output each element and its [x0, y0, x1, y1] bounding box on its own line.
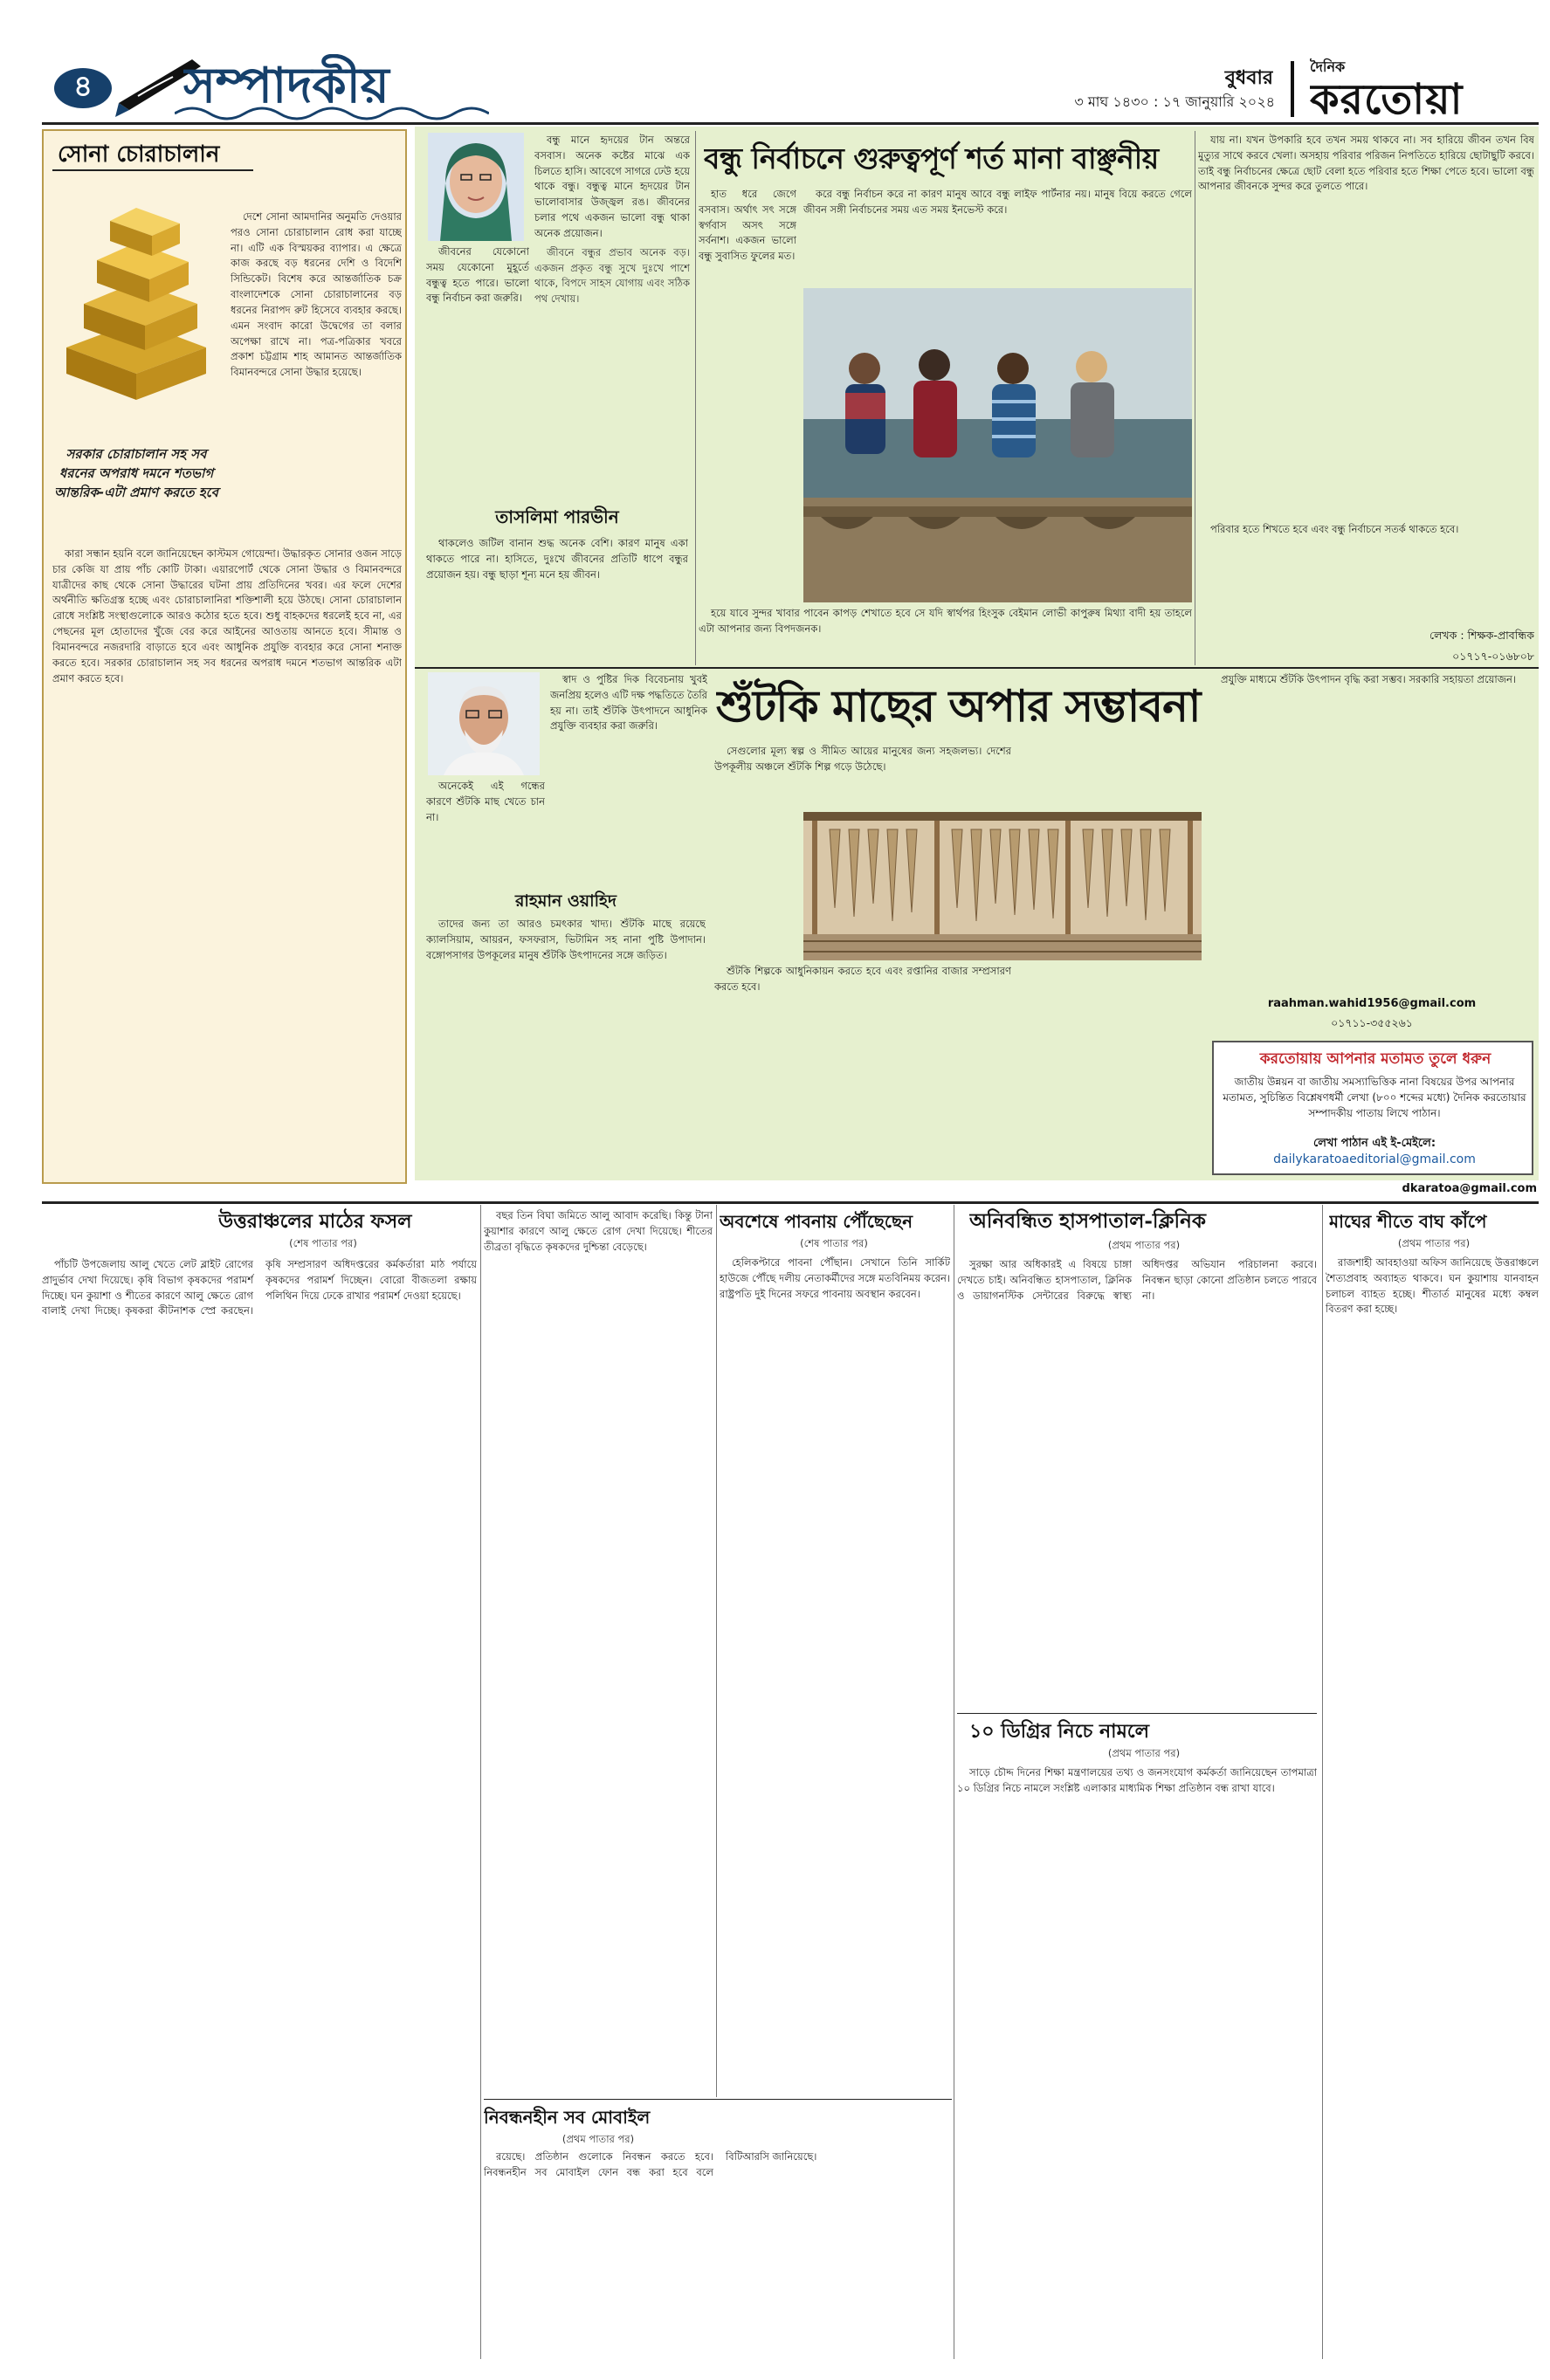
opinion-title: করতোয়ায় আপনার মতামত তুলে ধরুন	[1259, 1050, 1491, 1068]
author-phone: ০১৭১৭-০১৬৮০৮	[1452, 650, 1534, 663]
dried-fish-photo	[803, 812, 1202, 960]
news-headline: উত্তরাঞ্চলের মাঠের ফসল	[218, 1210, 412, 1233]
column-divider	[716, 1205, 717, 2097]
author-name: তাসলিমা পারভীন	[495, 506, 619, 527]
article-paragraph: পরিবার হতে শিখতে হবে এবং বন্ধু নির্বাচনে সতর্ক থাকতে হবে।	[1210, 523, 1459, 535]
news-continuation-note: (শেষ পাতার পর)	[800, 1237, 868, 1249]
news-body	[957, 1765, 1317, 2359]
editorial-paragraph: দেশে সোনা আমদানির অনুমতি দেওয়ার পরও সোনা চোরাচালান রোধ করা যাচ্ছে না। এটি এক বিস্ময়কর ব্যাপার। এ ক্ষেত্রে কাজ করছে বড় ধরনের দেশি ও বিদেশি সিন্ডিকেট। বিশেষ করে আন্তর্জাতিক চক্র বাংলাদেশকে সোনা চোরাচালানের বড় ধরনের নিরাপদ রুট হিসেবে ব্যবহার করছে। এমন সংবাদ কারো উদ্বেগের তা বলার অপেক্ষা রাখে না। পত্র-পত্রিকার খবরে প্রকাশ চট্টগ্রাম শাহ আমানত আন্তর্জাতিক বিমানবন্দরে সোনা উদ্ধার হয়েছে।	[231, 210, 402, 379]
article-paragraph: স্বাদ ও পুষ্টির দিক বিবেচনায় খুবই জনপ্রিয় হলেও এটি দক্ষ পদ্ধতিতে তৈরি হয় না। তাই শুঁটকি উৎপাদনে আধুনিক প্রযুক্তি ব্যবহার করা জরুরি।	[550, 673, 707, 733]
column-divider	[480, 1205, 481, 2359]
newspaper-email: dkaratoa@gmail.com	[1402, 1182, 1537, 1195]
article-column	[426, 779, 545, 882]
gold-bars-image	[49, 173, 224, 444]
article-headline: বন্ধু নির্বাচনে গুরুত্বপূর্ণ শর্ত মানা বাঞ্ছনীয়	[704, 141, 1159, 175]
article-paragraph: শুঁটকি শিল্পকে আধুনিকায়ন করতে হবে এবং রপ্তানির বাজার সম্প্রসারণ করতে হবে।	[714, 965, 1011, 993]
article-column	[426, 244, 529, 499]
article-paragraph: হয়ে যাবে সুন্দর খাবার পাবেন কাপড় শেখাতে হবে সে যদি স্বার্থপর হিংসুক বেইমান লোভী কাপুরুষ মিথ্যা বাদী হয় তাহলে এটা আপনার জন্য বিপদজনক।	[699, 607, 1192, 635]
news-continuation-note: (প্রথম পাতার পর)	[1397, 1237, 1471, 1249]
article-column	[1209, 672, 1535, 995]
article-column	[699, 606, 1192, 667]
masthead	[0, 0, 1550, 124]
section-divider	[42, 1201, 1539, 1204]
news-body	[484, 2150, 955, 2359]
news-continuation-note: (প্রথম পাতার পর)	[561, 2133, 635, 2145]
author-photo	[428, 133, 524, 241]
article-column	[534, 133, 690, 499]
opinion-email-link[interactable]: dailykaratoaeditorial@gmail.com	[1273, 1152, 1476, 1166]
news-body	[1326, 1255, 1539, 2359]
section-title: সম্পাদকীয়	[183, 57, 389, 114]
editorial-body-bottom	[52, 547, 402, 1179]
news-paragraph: সুরক্ষা আর অধিকারই এ বিষয়ে চাঙ্গা দেখতে চাই। অনিবন্ধিত হাসপাতাল, ক্লিনিক ও ডায়াগনস্টিক সেন্টারের বিরুদ্ধে স্বাস্থ্য অধিদপ্তর অভিযান পরিচালনা করবে। নিবন্ধন ছাড়া কোনো প্রতিষ্ঠান চলতে পারবে না।	[957, 1258, 1317, 1302]
article-column	[550, 672, 707, 882]
article-paragraph: বন্ধু মানে হৃদয়ের টান অন্তরে বসবাস। অনেক কষ্টের মাঝে এক চিলতে হাসি। আবেগে সাগরে ঢেউ হয়ে থাকে বন্ধু। বন্ধুত্ব মানে হৃদয়ের টান ভালোবাসার উজ্জ্বল রঙ। জীবনের চলার পথে একজন ভালো বন্ধু থাকা অনেক প্রয়োজন।	[534, 134, 690, 239]
news-paragraph: রাজশাহী আবহাওয়া অফিস জানিয়েছে উত্তরাঞ্চলে শৈত্যপ্রবাহ অব্যাহত থাকবে। ঘন কুয়াশায় যানবাহন চলাচল ব্যাহত হচ্ছে। শীতার্ত মানুষের মধ্যে কম্বল বিতরণ করা হচ্ছে।	[1326, 1256, 1539, 1316]
news-paragraph: রয়েছে। প্রতিষ্ঠান গুলোকে নিবন্ধন করতে হবে। নিবন্ধনহীন সব মোবাইল ফোন বন্ধ করা হবে বলে বিটিআরসি জানিয়েছে।	[484, 2150, 817, 2178]
article-paragraph: করে বন্ধু নির্বাচন করে না কারণ মানুষ আবে বন্ধু লাইফ পার্টনার নয়। মানুষ বিয়ে করতে গেলে জীবন সঙ্গী নির্বাচনের সময় এত সময় ইনভেস্ট করে।	[803, 188, 1192, 216]
news-paragraph: হেলিকপ্টারে পাবনা পৌঁছান। সেখানে তিনি সার্কিট হাউজে পৌঁছে দলীয় নেতাকর্মীদের সঙ্গে মতবিনিময় করেন। রাষ্ট্রপতি দুই দিনের সফরে পাবনায় অবস্থান করবেন।	[720, 1256, 950, 1300]
opinion-body: জাতীয় উন্নয়ন বা জাতীয় সমস্যাভিত্তিক নানা বিষয়ের উপর আপনার মতামত, সুচিন্তিত বিশ্লেষণধর্মী লেখা (৮০০ শব্দের মধ্যে) দৈনিক করতোয়ার সম্পাদকীয় পাতায় লিখে পাঠান।	[1223, 1076, 1526, 1119]
article-paragraph: প্রযুক্তি মাধ্যমে শুঁটকি উৎপাদন বৃদ্ধি করা সম্ভব। সরকারি সহায়তা প্রয়োজন।	[1221, 673, 1516, 685]
news-headline: মাঘের শীতে বাঘ কাঁপে	[1329, 1211, 1487, 1232]
article-paragraph: থাকলেও জটিল বানান শুদ্ধ অনেক বেশি। কারণ মানুষ একা থাকতে পারে না। হাসিতে, দুঃখে জীবনের প্রতিটি ধাপে বন্ধুর প্রয়োজন হয়। বন্ধু ছাড়া শূন্য মনে হয় জীবন।	[426, 537, 688, 581]
masthead-rule	[42, 122, 1539, 125]
news-headline: অবশেষে পাবনায় পৌঁছেছেন	[720, 1211, 913, 1232]
opinion-submission-box	[1212, 1041, 1533, 1175]
news-headline: অনিবন্ধিত হাসপাতাল-ক্লিনিক	[969, 1209, 1206, 1233]
article-divider	[415, 667, 1539, 669]
page-number: ৪	[54, 68, 112, 108]
author-name: রাহমান ওয়াহিদ	[514, 891, 617, 911]
news-paragraph: সাড়ে চৌদ্দ দিনের শিক্ষা মন্ত্রণালয়ের তথ্য ও জনসংযোগ কর্মকর্তা জানিয়েছেন তাপমাত্রা ১০ ডিগ্রির নিচে নামলে সংশ্লিষ্ট এলাকার মাধ্যমিক শিক্ষা প্রতিষ্ঠান বন্ধ রাখা যাবে।	[957, 1766, 1317, 1794]
weekday: বুধবার	[1224, 67, 1273, 89]
article-column	[426, 536, 688, 667]
editorial-title: সোনা চোরাচালান	[58, 141, 220, 166]
editorial-gold-smuggling	[42, 129, 407, 1184]
article-paragraph-continued: জীবনে বন্ধুর প্রভাব অনেক বড়। একজন প্রকৃত বন্ধু সুখে দুঃখে পাশে থাকে, বিপদে সাহস যোগায় এবং সঠিক পথ দেখায়।	[534, 245, 690, 306]
logo-small-text: দৈনিক	[1310, 58, 1346, 75]
opinion-send-label: লেখা পাঠান এই ই-মেইলে:	[1312, 1137, 1436, 1150]
news-continuation-note: (প্রথম পাতার পর)	[1107, 1747, 1181, 1759]
article-paragraph: হাত ধরে জেগে বসবাস। অর্থাৎ সৎ সঙ্গে স্বর্গবাস অসৎ সঙ্গে সর্বনাশ। একজন ভালো বন্ধু সুবাসিত ফুলের মত।	[699, 188, 796, 263]
newspaper-logo: করতোয়া	[1310, 75, 1464, 120]
news-continuation-note: (প্রথম পাতার পর)	[1107, 1239, 1181, 1251]
article-paragraph: যায় না। যখন উপকারি হবে তখন সময় থাকবে না। সব হারিয়ে জীবন তখন বিষ মুত্যুর সাথে করবে খেলা। অসহায় পরিবার পরিজন নিপতিতে হারিয়ে ছোটাছুটি করবে। তাই বন্ধু নির্বাচনের ক্ষেত্রে ছোট বেলা হতে পরিবার হতে শিক্ষা পেতে হবে। ভালো বন্ধু আপনার জীবনকে সুন্দর করে তুলতে পারে।	[1198, 134, 1534, 193]
news-headline: নিবন্ধনহীন সব মোবাইল	[484, 2107, 651, 2128]
column-divider	[695, 131, 696, 665]
column-divider	[1322, 1205, 1323, 2359]
article-column	[426, 917, 706, 1175]
article-column	[1198, 522, 1534, 627]
masthead-divider	[1291, 61, 1294, 117]
article-column	[699, 187, 796, 641]
news-continuation-note: (শেষ পাতার পর)	[289, 1237, 357, 1249]
issue-date: ৩ মাঘ ১৪৩০ : ১৭ জানুয়ারি ২০২৪	[1074, 93, 1275, 110]
news-paragraph: পাঁচটি উপজেলায় আলু খেতে লেট ব্লাইট রোগের প্রাদুর্ভাব দেখা দিয়েছে। কৃষি বিভাগ কৃষকদের পরামর্শ দিচ্ছে। ঘন কুয়াশা ও শীতের কারণে আলু ক্ষেতে রোগ বালাই দেখা দিচ্ছে। কৃষকরা কীটনাশক স্প্রে করছেন। কৃষি সম্প্রসারণ অধিদপ্তরের কর্মকর্তারা মাঠ পর্যায়ে কৃষকদের পরামর্শ দিচ্ছেন। বোরো বীজতলা রক্ষায় পলিথিন দিয়ে ঢেকে রাখার পরামর্শ দেওয়া হয়েছে।	[42, 1258, 477, 1317]
article-column	[1198, 133, 1534, 519]
title-underline	[52, 169, 253, 171]
friends-photo	[803, 288, 1192, 602]
article-column	[714, 964, 1011, 1175]
article-paragraph: জীবনের যেকোনো সময় যেকোনো মুহূর্তে বন্ধুত্ব হতে পারে। ভালো বন্ধু নির্বাচন করা জরুরি।	[426, 245, 529, 305]
author-email: raahman.wahid1956@gmail.com	[1267, 997, 1477, 1010]
author-byline: লেখক : শিক্ষক-প্রাবন্ধিক	[1429, 629, 1534, 642]
author-phone: ০১৭১১-৩৫৫২৬১	[1331, 1016, 1413, 1029]
article-paragraph: সেগুলোর মূল্য স্বল্প ও সীমিত আয়ের মানুষের জন্য সহজলভ্য। দেশের উপকূলীয় অঞ্চলে শুঁটকি শিল্প গড়ে উঠেছে।	[714, 745, 1011, 773]
news-divider	[484, 2099, 952, 2100]
news-body	[42, 1257, 477, 2359]
news-divider	[957, 1713, 1317, 1714]
editorial-paragraph: কারা সন্ধান হয়নি বলে জানিয়েছেন কাস্টমস গোয়েন্দা। উদ্ধারকৃত সোনার ওজন সাড়ে চার কেজি যা প্রায় পাঁচ কোটি টাকা। এয়ারপোর্ট থেকে সোনা উদ্ধার ও বিমানবন্দরে যাত্রীদের কাছ থেকে সোনা উদ্ধারের ঘটনা প্রায় প্রতিদিনের খবর। এর ফলে দেশের অর্থনীতি ক্ষতিগ্রস্ত হচ্ছে এবং চোরাচালানিরা শক্তিশালী হয়ে উঠছে। সোনা চোরাচালান রোধে সংশ্লিষ্ট সংস্থাগুলোকে আরও কঠোর হতে হবে। শুধু বাহকদের ধরলেই হবে না, এর পেছনের মূল হোতাদের খুঁজে বের করে আইনের আওতায় আনতে হবে। সীমান্ত ও বিমানবন্দরে নজরদারি বাড়াতে হবে এবং আধুনিক প্রযুক্তি ব্যবহার করে সোনা শনাক্ত করতে হবে। সরকার চোরাচালান সহ সব ধরনের অপরাধ দমনে শতভাগ আন্তরিক এটা প্রমাণ করতে হবে।	[52, 547, 402, 684]
wave-decoration	[175, 103, 489, 122]
news-paragraph: বছর তিন বিঘা জমিতে আলু আবাদ করেছি। কিন্তু টানা কুয়াশার কারণে আলু ক্ষেতে রোগ দেখা দিয়েছে। শীতের তীব্রতা বৃদ্ধিতে কৃষকদের দুশ্চিন্তা বেড়েছে।	[484, 1209, 713, 1253]
editorial-body-right	[231, 210, 402, 541]
article-paragraph: অনেকেই এই গন্ধের কারণে শুঁটকি মাছ খেতে চান না।	[426, 780, 545, 823]
article-column	[803, 187, 1192, 285]
news-headline: ১০ ডিগ্রির নিচে নামলে	[969, 1720, 1150, 1743]
author-photo	[428, 672, 540, 775]
editorial-pull-quote: সরকার চোরাচালান সহ সব ধরনের অপরাধ দমনে শতভাগ আন্তরিক-এটা প্রমাণ করতে হবে	[54, 446, 218, 500]
article-headline: শুঁটকি মাছের অপার সম্ভাবনা	[716, 680, 1201, 732]
article-paragraph: তাদের জন্য তা আরও চমৎকার খাদ্য। শুঁটকি মাছে রয়েছে ক্যালসিয়াম, আয়রন, ফসফরাস, ভিটামিন সহ নানা পুষ্টি উপাদান। বঙ্গোপসাগর উপকূলের মানুষ শুঁটকি উৎপাদনের সঙ্গে জড়িত।	[426, 918, 706, 961]
